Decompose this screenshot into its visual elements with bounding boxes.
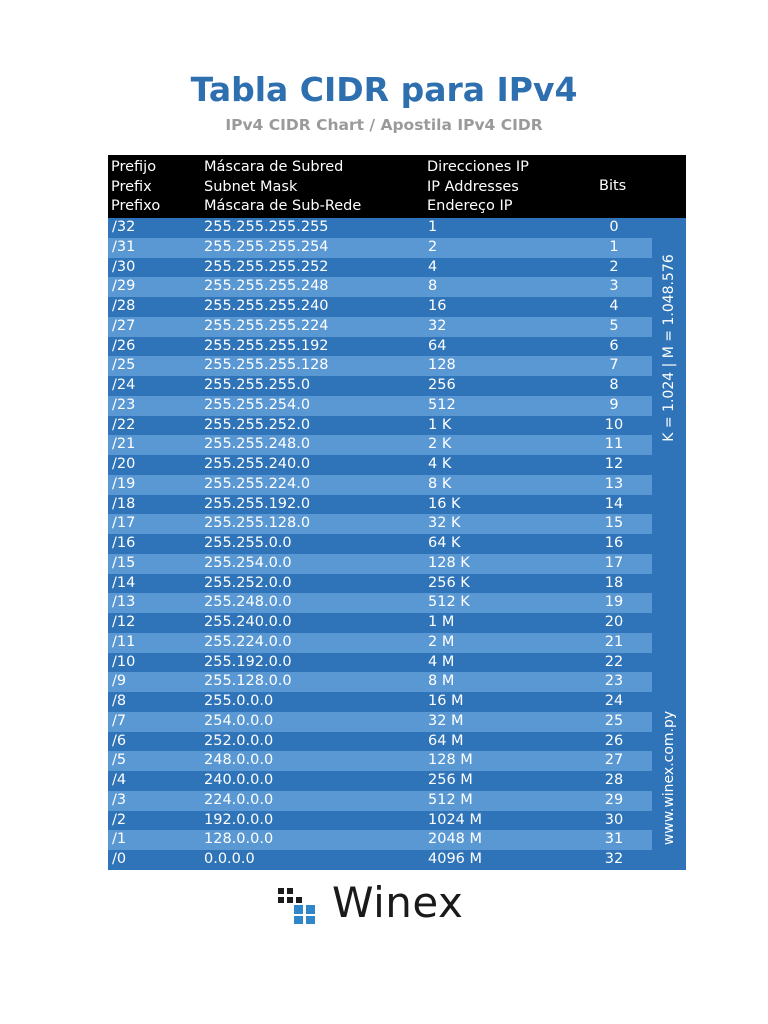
cell-addresses: 128 M [428,752,473,769]
cell-addresses: 4 M [428,653,455,670]
cell-prefix: /5 [112,752,127,769]
table-row [108,692,652,712]
cell-addresses: 2048 M [428,831,483,848]
cell-addresses: 2 M [428,633,455,650]
header-mask-en: Subnet Mask [204,178,298,195]
cell-prefix: /12 [112,614,136,631]
cell-bits: 8 [609,377,619,394]
table-row [108,811,652,831]
cell-bits: 21 [604,633,624,650]
cell-prefix: /22 [112,416,136,433]
winex-logo-icon [278,888,320,924]
table-row [108,830,652,850]
cell-mask: 255.255.255.255 [204,219,329,235]
cell-mask: 128.0.0.0 [204,831,274,848]
cell-bits: 22 [604,653,624,670]
table-row [108,455,652,475]
winex-logo [278,880,498,930]
cell-addresses: 32 K [428,515,461,532]
cell-bits: 19 [604,594,624,611]
cell-addresses: 8 [428,278,438,295]
table-row [108,435,652,455]
table-row [108,495,652,515]
table-row [108,396,652,416]
cell-addresses: 1 [428,219,438,235]
table-row [108,356,652,376]
cell-bits: 5 [609,317,619,334]
cell-mask: 255.255.240.0 [204,456,311,473]
cell-bits: 15 [604,515,624,532]
cell-mask: 255.0.0.0 [204,693,274,710]
website-url: www.winex.com.py [661,710,677,846]
cell-addresses: 2 K [428,436,452,453]
cell-mask: 252.0.0.0 [204,732,274,749]
cell-mask: 255.254.0.0 [204,554,292,571]
cell-mask: 255.255.255.224 [204,317,329,334]
cell-bits: 2 [609,258,619,275]
cell-prefix: /23 [112,396,136,413]
cell-prefix: /10 [112,653,136,670]
cell-bits: 30 [604,811,624,828]
table-row [108,732,652,752]
cell-addresses: 1 K [428,416,452,433]
table-row [108,574,652,594]
cell-prefix: /7 [112,712,127,729]
cell-mask: 240.0.0.0 [204,772,274,789]
cell-prefix: /8 [112,693,127,710]
cell-addresses: 512 M [428,791,473,808]
cell-addresses: 2 [428,238,438,255]
cell-addresses: 256 K [428,574,470,591]
cell-prefix: /3 [112,791,127,808]
table-row [108,475,652,495]
cell-prefix: /29 [112,278,136,295]
cell-mask: 255.255.254.0 [204,396,311,413]
cell-addresses: 4096 M [428,851,483,868]
cell-addresses: 32 [428,317,447,334]
cell-bits: 16 [604,535,624,552]
cell-prefix: /21 [112,436,136,453]
cell-addresses: 1024 M [428,811,483,828]
cell-bits: 32 [604,851,624,868]
header-addresses [427,158,529,217]
cell-addresses: 1 M [428,614,455,631]
cell-prefix: /13 [112,594,136,611]
cell-prefix: /25 [112,357,136,374]
cell-mask: 255.255.255.128 [204,357,329,374]
table-row [108,653,652,673]
cell-addresses: 8 M [428,673,455,690]
table-row [108,277,652,297]
table-row [108,297,652,317]
cell-prefix: /1 [112,831,127,848]
cell-mask: 255.255.224.0 [204,475,311,492]
cell-mask: 255.255.252.0 [204,416,311,433]
header-addresses-pt: Endereço IP [427,198,513,214]
table-row [108,613,652,633]
cell-mask: 255.255.192.0 [204,495,311,512]
cell-addresses: 128 [428,357,456,374]
cell-addresses: 16 M [428,693,464,710]
cell-bits: 9 [609,396,619,413]
cell-addresses: 512 [428,396,456,413]
cell-mask: 255.192.0.0 [204,653,292,670]
table-row [108,317,652,337]
cell-bits: 6 [609,337,619,354]
header-prefix-es: Prefijo [111,159,157,175]
table-row [108,791,652,811]
cell-prefix: /24 [112,377,136,394]
cell-prefix: /2 [112,811,127,828]
cell-prefix: /19 [112,475,136,492]
cell-prefix: /4 [112,772,127,789]
cell-addresses: 16 [428,298,447,315]
header-mask-pt: Máscara de Sub-Rede [204,198,362,214]
table-row [108,751,652,771]
cell-prefix: /27 [112,317,136,334]
cell-bits: 11 [604,436,624,453]
cell-bits: 20 [604,614,624,631]
cell-bits: 4 [609,298,619,315]
table-row [108,258,652,278]
cell-bits: 1 [609,238,619,255]
cidr-table [108,218,686,870]
cell-bits: 10 [604,416,624,433]
cell-prefix: /14 [112,574,136,591]
cell-mask: 255.252.0.0 [204,574,292,591]
cell-prefix: /30 [112,258,136,275]
cell-prefix: /6 [112,732,127,749]
cell-mask: 255.255.255.192 [204,337,329,354]
cell-addresses: 128 K [428,554,470,571]
header-bits: Bits [599,178,627,194]
cell-bits: 29 [604,791,624,808]
cell-mask: 255.255.255.0 [204,377,311,394]
cell-bits: 26 [604,732,624,749]
table-row [108,633,652,653]
cell-mask: 192.0.0.0 [204,811,274,828]
side-bar [652,218,686,870]
header-prefix-pt: Prefixo [111,198,161,214]
cell-mask: 255.255.255.252 [204,258,329,275]
cell-prefix: /17 [112,515,136,532]
header-mask-es: Máscara de Subred [204,159,344,175]
cell-prefix: /32 [112,219,136,235]
cell-prefix: /26 [112,337,136,354]
page-subtitle: IPv4 CIDR Chart / Apostila IPv4 CIDR [225,116,543,134]
cell-addresses: 256 [428,377,456,394]
cell-prefix: /9 [112,673,127,690]
cell-prefix: /15 [112,554,136,571]
table-row [108,712,652,732]
cell-bits: 25 [604,712,624,729]
table-row [108,672,652,692]
cell-mask: 255.224.0.0 [204,633,292,650]
cell-addresses: 8 K [428,475,452,492]
cell-addresses: 4 K [428,456,452,473]
cell-mask: 255.248.0.0 [204,594,292,611]
cell-mask: 254.0.0.0 [204,712,274,729]
cell-addresses: 256 M [428,772,473,789]
header-addresses-es: Direcciones IP [427,159,529,175]
table-row [108,337,652,357]
cell-mask: 255.255.255.248 [204,278,329,295]
cell-addresses: 16 K [428,495,461,512]
table-row [108,376,652,396]
cell-mask: 255.255.248.0 [204,436,311,453]
header-prefix-en: Prefix [111,178,152,195]
cell-mask: 255.255.128.0 [204,515,311,532]
logo-text: Winex [332,878,464,927]
cell-bits: 7 [609,357,619,374]
cell-bits: 0 [609,219,619,235]
cell-bits: 17 [604,554,624,571]
cell-mask: 224.0.0.0 [204,791,274,808]
table-row [108,534,652,554]
cell-bits: 12 [604,456,624,473]
cell-addresses: 64 [428,337,447,354]
cell-bits: 14 [604,495,624,512]
cell-addresses: 64 M [428,732,464,749]
header-addresses-en: IP Addresses [427,178,519,195]
cell-addresses: 64 K [428,535,461,552]
table-row [108,416,652,436]
table-row [108,218,652,238]
table-row [108,593,652,613]
cell-addresses: 32 M [428,712,464,729]
cell-mask: 255.255.255.254 [204,238,329,255]
table-row [108,554,652,574]
units-note: K = 1.024 | M = 1.048.576 [661,254,677,442]
cell-mask: 255.255.0.0 [204,535,292,552]
cell-mask: 0.0.0.0 [204,851,255,868]
cell-prefix: /18 [112,495,136,512]
cell-bits: 18 [604,574,624,591]
cell-prefix: /31 [112,238,136,255]
cell-prefix: /20 [112,456,136,473]
cell-bits: 28 [604,772,624,789]
cell-mask: 248.0.0.0 [204,752,274,769]
cell-bits: 31 [604,831,624,848]
cell-addresses: 4 [428,258,438,275]
header-mask [204,158,361,217]
page-title: Tabla CIDR para IPv4 [190,70,578,109]
cell-bits: 3 [609,278,619,295]
cell-addresses: 512 K [428,594,470,611]
cell-bits: 23 [604,673,624,690]
cell-bits: 24 [604,693,624,710]
cell-mask: 255.128.0.0 [204,673,292,690]
table-row [108,514,652,534]
table-header [108,155,686,218]
cell-bits: 27 [604,752,624,769]
cell-prefix: /11 [112,633,136,650]
header-prefix [111,158,160,217]
cell-mask: 255.240.0.0 [204,614,292,631]
table-row [108,238,652,258]
cell-prefix: /0 [112,851,127,868]
cell-mask: 255.255.255.240 [204,298,329,315]
cell-prefix: /28 [112,298,136,315]
cell-prefix: /16 [112,535,136,552]
table-row [108,850,652,870]
cell-bits: 13 [604,475,624,492]
table-row [108,771,652,791]
